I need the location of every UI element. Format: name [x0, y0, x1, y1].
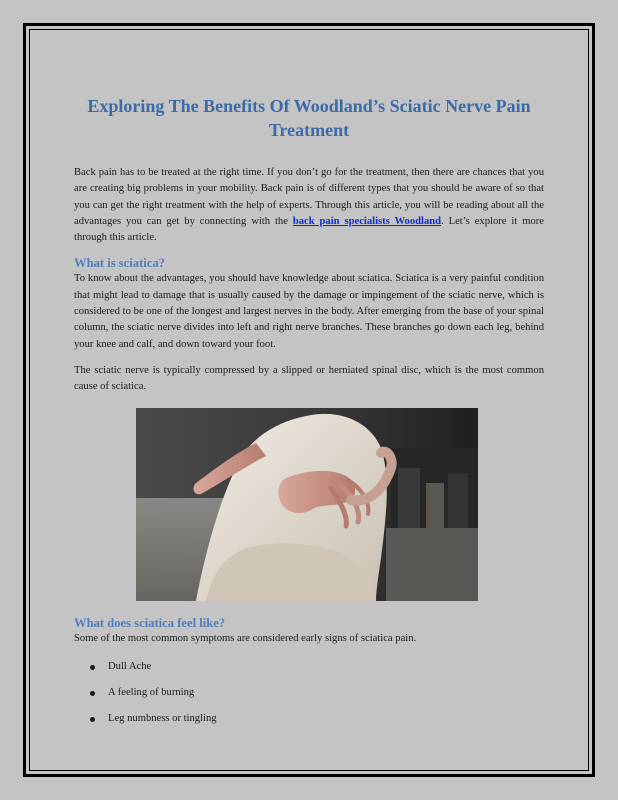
back-pain-photo-illustration [136, 408, 478, 601]
list-item [74, 686, 544, 700]
intro-text-end: . Let’s explore it more through this article. [74, 215, 544, 244]
article [74, 94, 544, 738]
sciatica-paragraph-2: The sciatic nerve is typically compressed by a slipped or herniated spinal disc, which is the most common cause of sciatica. [74, 364, 544, 393]
symptom-label: A feeling of burning [108, 686, 195, 698]
bullet-icon [90, 717, 95, 722]
symptom-label: Leg numbness or tingling [108, 712, 217, 724]
list-item [74, 660, 544, 674]
symptom-list [74, 660, 544, 726]
list-item [74, 712, 544, 726]
intro-paragraph [74, 165, 544, 246]
sciatica-paragraph-1: To know about the advantages, you should have knowledge about sciatica. Sciatica is a very painful condition that might lead to damage that is usually caused by the damage or impingement of the sciatic nerve, which is considered to be one of the longest and largest nerves in the body. After emerging from the base of your spinal column, the sciatic nerve divides into left and right nerve branches. These branches go down each leg, behind your knee and calf, and down toward your foot. [74, 273, 544, 350]
symptom-label: Dull Ache [108, 660, 152, 672]
bullet-icon [90, 691, 95, 696]
back-pain-specialists-link[interactable]: back pain specialists Woodland [292, 215, 442, 227]
section-heading-what-is-sciatica: What is sciatica? [74, 256, 165, 271]
section-heading-what-does-sciatica-feel-like: What does sciatica feel like? [74, 615, 226, 630]
intro-text-start: Back pain has to be treated at the right time. If you don’t go for the treatment, then there are chances that you are creating big problems in your mobility. Back pain is of different types that you should be aware of so that you can get the right treatment with the help of experts. Through this article, you will be reading about all the advantages you can get by connecting with the [74, 167, 544, 227]
symptoms-intro: Some of the most common symptoms are considered early signs of sciatica pain. [74, 632, 417, 644]
article-title: Exploring The Benefits Of Woodland’s Sciatic Nerve Pain Treatment [87, 96, 531, 140]
bullet-icon [90, 665, 95, 670]
back-pain-photo [136, 408, 478, 601]
